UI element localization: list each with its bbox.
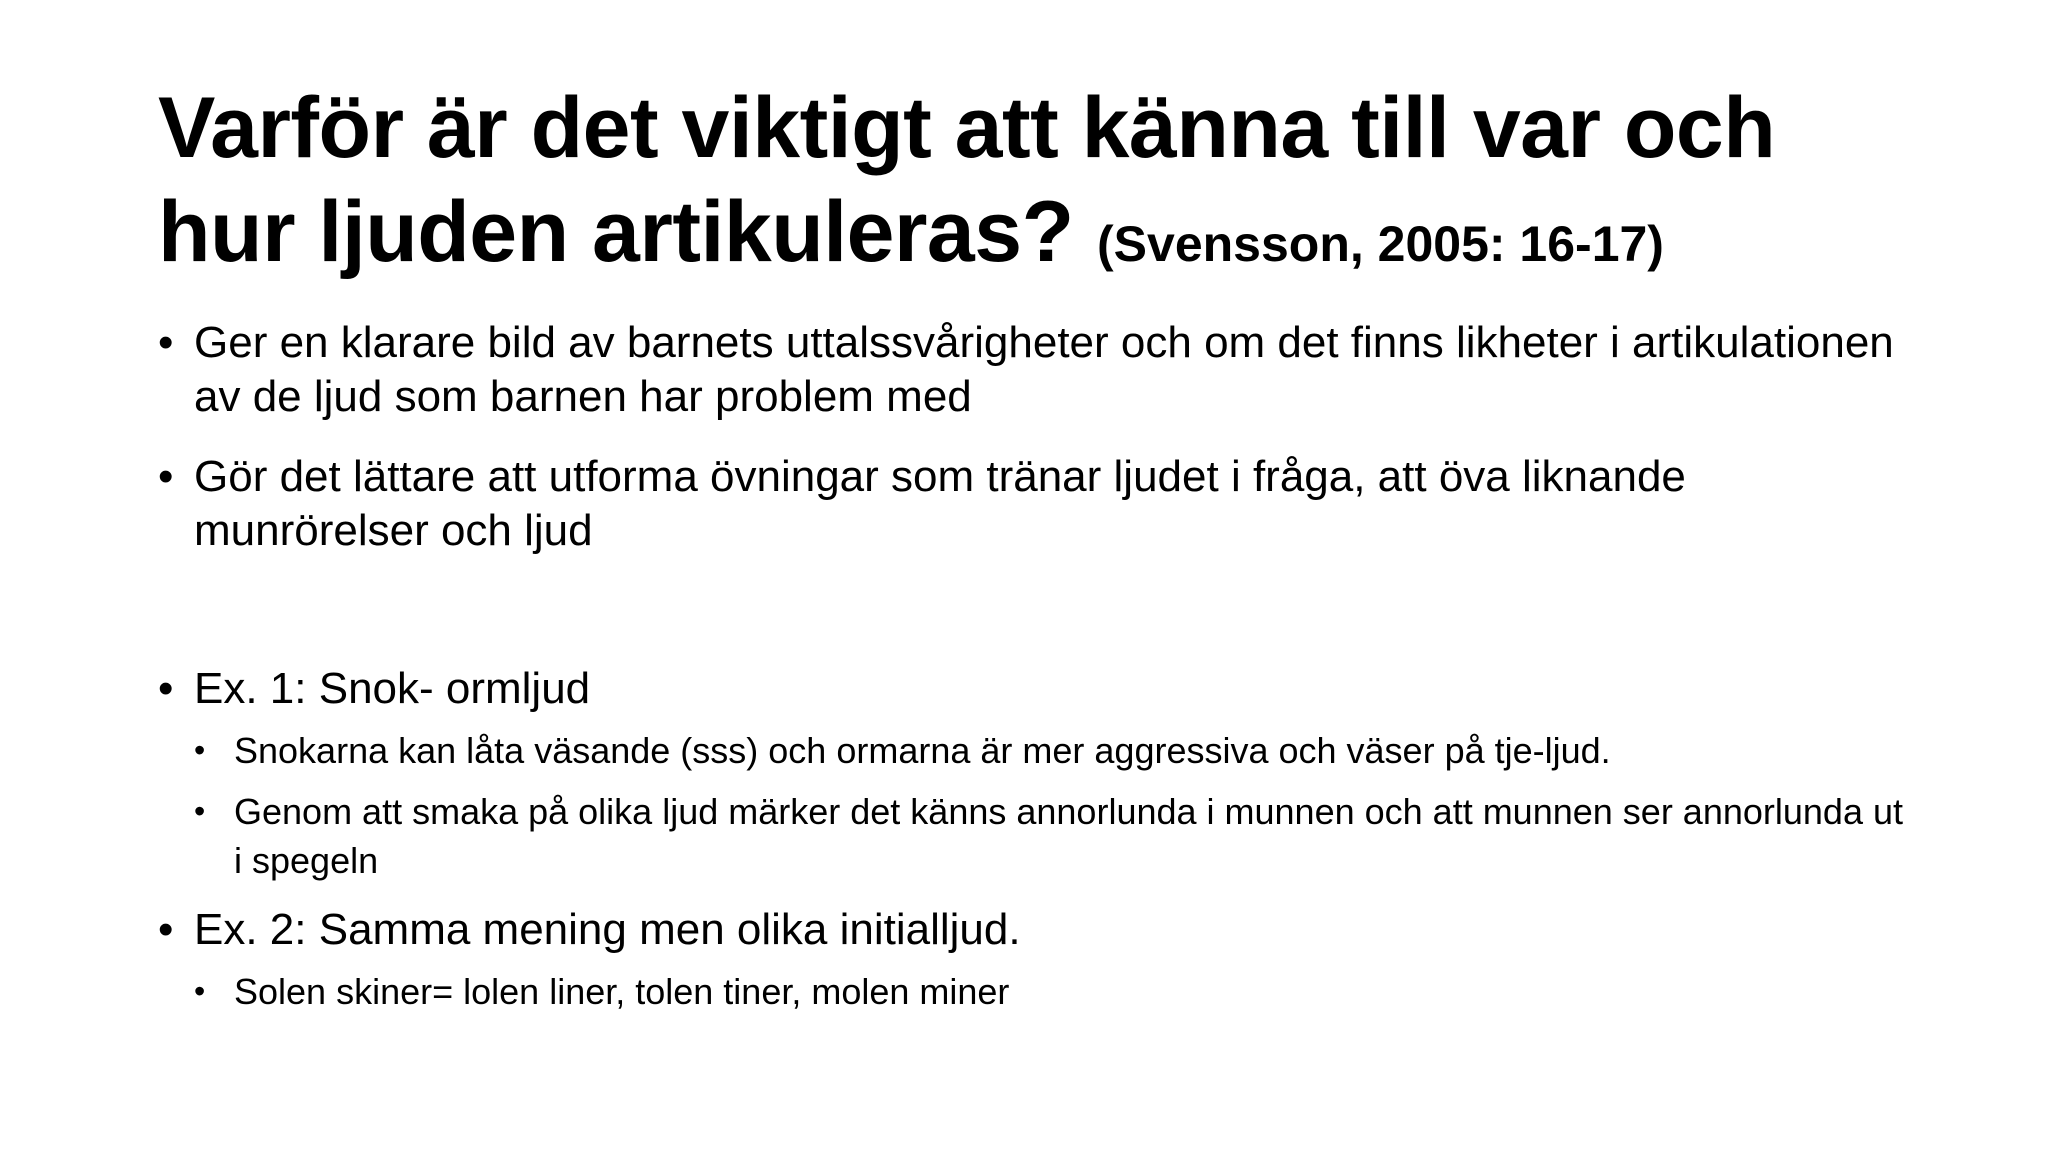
slide-title [158, 76, 1918, 296]
bullet-item [158, 903, 1918, 1016]
sub-bullet-item [194, 967, 1918, 1016]
bullet-icon: • [158, 318, 174, 367]
bullet-list [158, 316, 1918, 1016]
bullet-item [158, 450, 1918, 558]
sub-bullet-icon: • [194, 793, 206, 829]
sub-bullet-list [194, 726, 1918, 885]
slide-content [158, 316, 1918, 1042]
sub-bullet-item [194, 726, 1918, 775]
spacer [158, 584, 1918, 662]
bullet-item [158, 316, 1918, 424]
bullet-text: Gör det lättare att utforma övningar som tränar ljudet i fråga, att öva liknande munrörelser och ljud [194, 452, 1686, 555]
bullet-text: Ex. 2: Samma mening men olika initialljud. [194, 905, 1021, 954]
sub-bullet-icon: • [194, 973, 206, 1009]
sub-bullet-list [194, 967, 1918, 1016]
bullet-icon: • [158, 452, 174, 501]
sub-bullet-icon: • [194, 732, 206, 768]
bullet-text: Ger en klarare bild av barnets uttalssvårigheter och om det finns likheter i artikulationen av de ljud som barnen har problem med [194, 318, 1894, 421]
sub-bullet-text: Genom att smaka på olika ljud märker det känns annorlunda i munnen och att munnen ser annorlunda ut i spegeln [234, 791, 1903, 881]
title-main: Varför är det viktigt att känna till var och hur ljuden artikuleras? [158, 80, 1776, 280]
bullet-icon: • [158, 905, 174, 954]
bullet-icon: • [158, 664, 174, 713]
sub-bullet-item [194, 787, 1918, 885]
bullet-item [158, 662, 1918, 885]
sub-bullet-text: Solen skiner= lolen liner, tolen tiner, molen miner [234, 971, 1010, 1012]
title-citation: (Svensson, 2005: 16-17) [1097, 216, 1664, 272]
sub-bullet-text: Snokarna kan låta väsande (sss) och ormarna är mer aggressiva och väser på tje-ljud. [234, 730, 1611, 771]
bullet-text: Ex. 1: Snok- ormljud [194, 664, 591, 713]
